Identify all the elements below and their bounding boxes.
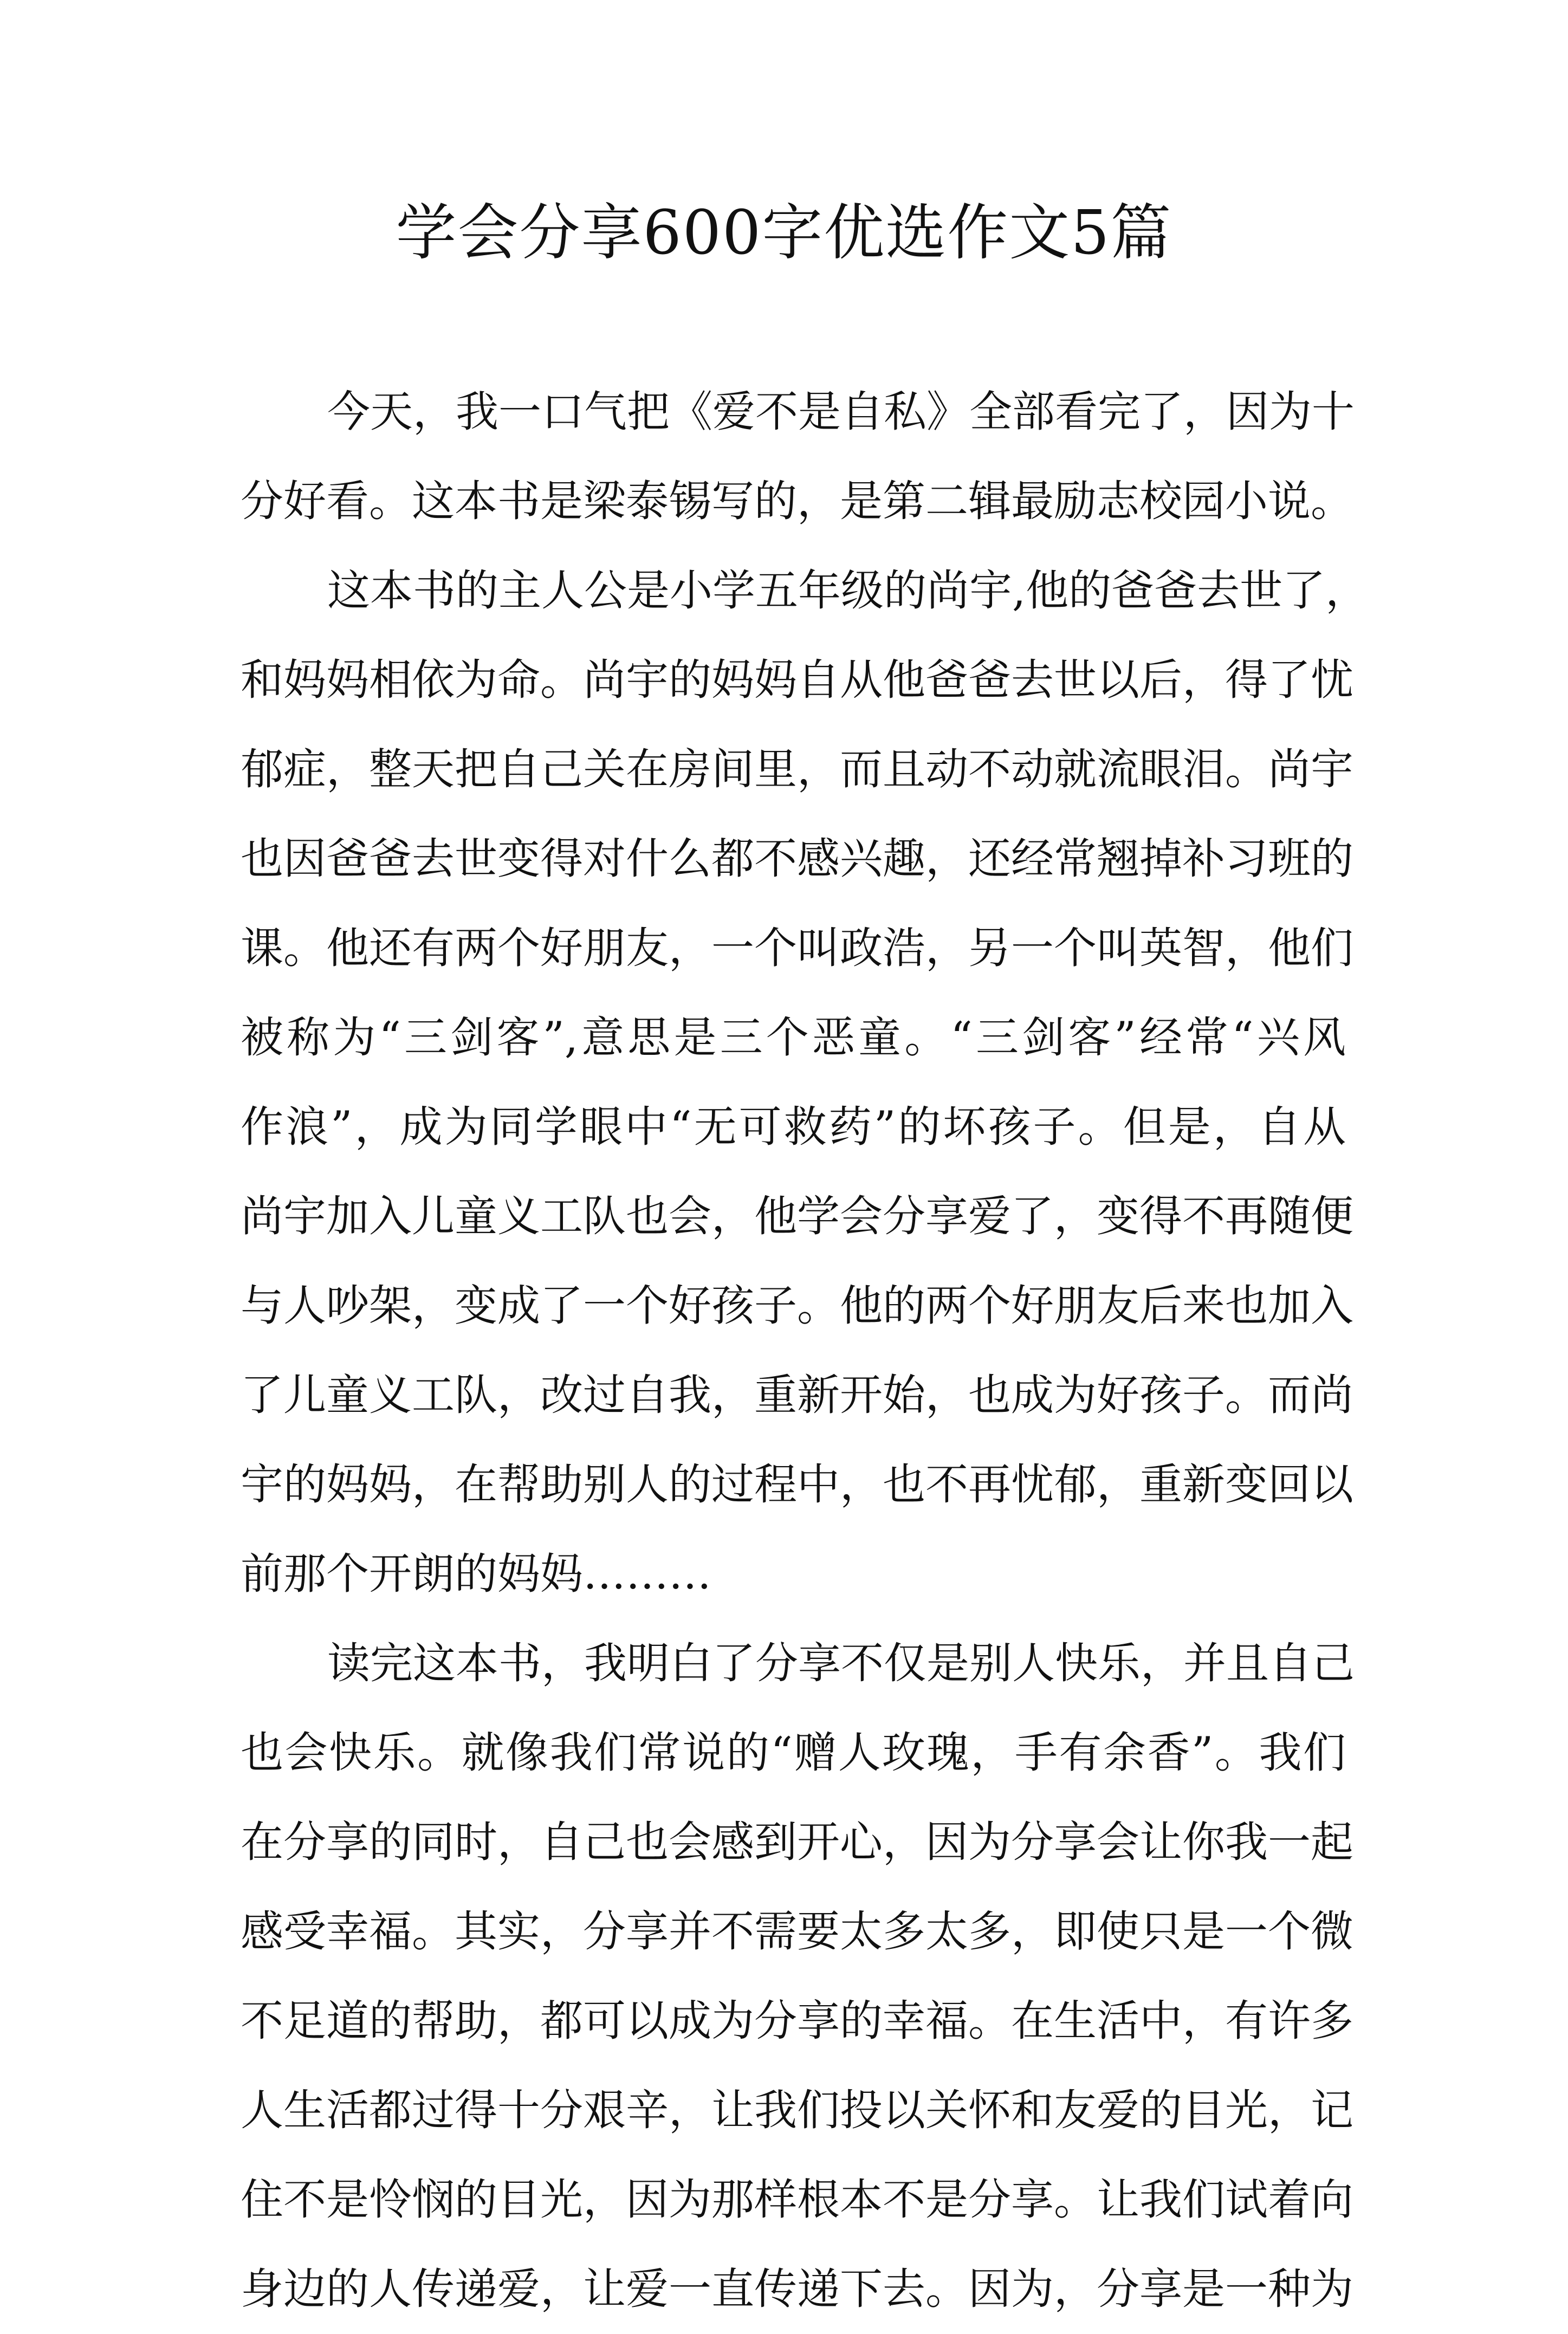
text-line: 这本书的主人公是小学五年级的尚宇,他的爸爸去世了， bbox=[327, 566, 1369, 615]
text-line: 课。他还有两个好朋友，一个叫政浩，另一个叫英智，他们 bbox=[241, 923, 1353, 973]
text-line: 郁症，整天把自己关在房间里，而且动不动就流眼泪。尚宇 bbox=[241, 744, 1353, 794]
text-line: 也会快乐。就像我们常说的“赠人玫瑰，手有余香”。我们 bbox=[241, 1728, 1346, 1778]
text-line: 和妈妈相依为命。尚宇的妈妈自从他爸爸去世以后，得了忧 bbox=[241, 655, 1353, 705]
text-line: 分好看。这本书是梁泰锡写的，是第二辑最励志校园小说。 bbox=[241, 476, 1353, 526]
document-title: 学会分享600字优选作文5篇 bbox=[396, 198, 1172, 268]
text-line: 身边的人传递爱，让爱一直传递下去。因为，分享是一种为 bbox=[241, 2264, 1353, 2314]
text-line: 不足道的帮助，都可以成为分享的幸福。在生活中，有许多 bbox=[241, 1996, 1353, 2046]
text-line: 作浪”，成为同学眼中“无可救药”的坏孩子。但是，自从 bbox=[241, 1102, 1346, 1152]
text-line: 宇的妈妈，在帮助别人的过程中，也不再忧郁，重新变回以 bbox=[241, 1460, 1353, 1509]
text-line: 读完这本书，我明白了分享不仅是别人快乐，并且自己 bbox=[327, 1638, 1355, 1688]
text-line: 感受幸福。其实，分享并不需要太多太多，即使只是一个微 bbox=[241, 1907, 1353, 1956]
text-line: 人生活都过得十分艰辛，让我们投以关怀和友爱的目光，记 bbox=[241, 2085, 1353, 2135]
text-line: 前那个开朗的妈妈……… bbox=[241, 1549, 711, 1599]
text-line: 今天，我一口气把《爱不是自私》全部看完了，因为十 bbox=[327, 387, 1355, 437]
document-body bbox=[241, 367, 1369, 2334]
text-line: 与人吵架，变成了一个好孩子。他的两个好朋友后来也加入 bbox=[241, 1281, 1353, 1331]
text-line: 尚宇加入儿童义工队也会，他学会分享爱了，变得不再随便 bbox=[241, 1191, 1353, 1241]
text-line: 住不是怜悯的目光，因为那样根本不是分享。让我们试着向 bbox=[241, 2175, 1353, 2225]
text-line: 了儿童义工队，改过自我，重新开始，也成为好孩子。而尚 bbox=[241, 1370, 1353, 1420]
text-line: 被称为“三剑客”,意思是三个恶童。“三剑客”经常“兴风 bbox=[241, 1013, 1346, 1062]
text-line: 在分享的同时，自己也会感到开心，因为分享会让你我一起 bbox=[241, 1817, 1353, 1867]
text-line: 也因爸爸去世变得对什么都不感兴趣，还经常翘掉补习班的 bbox=[241, 834, 1353, 884]
